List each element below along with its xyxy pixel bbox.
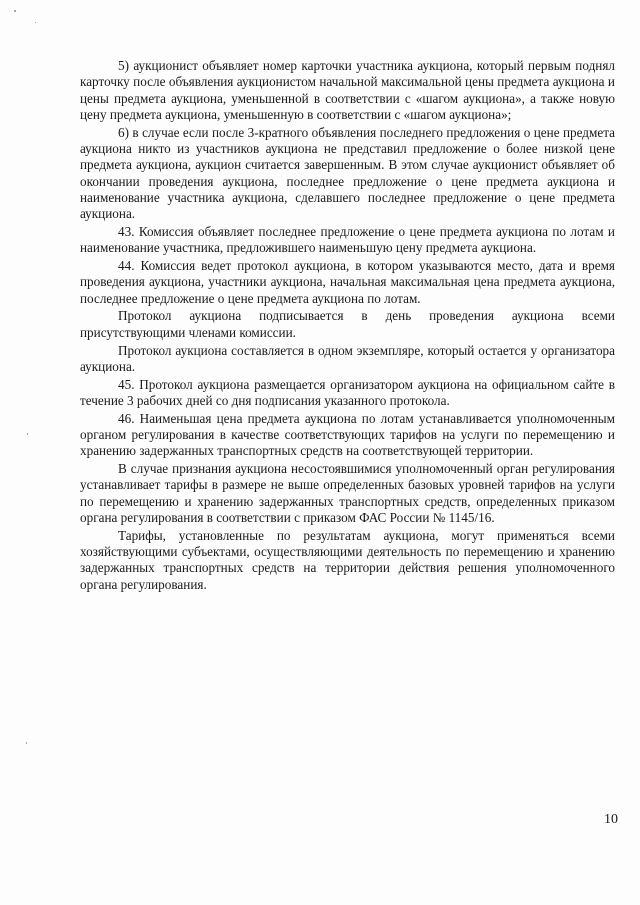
paragraph: 45. Протокол аукциона размещается организатором аукциона на официальном сайте в течение 3 рабочих дней со дня подписания указанного протокола. xyxy=(80,376,615,408)
scan-speck xyxy=(35,22,36,23)
page-number: 10 xyxy=(604,812,618,827)
paragraph: 44. Комиссия ведет протокол аукциона, в котором указываются место, дата и время проведения аукциона, участники аукциона, начальная максимальная цена предмета аукциона, последнее предложение о цене предмета аукциона по лотам. xyxy=(80,258,615,306)
paragraph: 5) аукционист объявляет номер карточки участника аукциона, который первым поднял карточку после объявления аукционистом начальной максимальной цены предмета аукциона и цены предмета аукциона, уменьшенной в соответствии с «шагом аукциона», а также новую цену предмета аукциона, уменьшенную в соответствии с «шагом аукциона»; xyxy=(80,58,615,122)
paragraph: 6) в случае если после 3-кратного объявления последнего предложения о цене предмета аукциона никто из участников аукциона не представил предложение о более низкой цене предмета аукциона, аукцион считается завершенным. В этом случае аукционист объявляет об окончании проведения аукциона, последнее предложение о цене предмета аукциона и наименование участника аукциона, сделавшего последнее предложение о цене предмета аукциона. xyxy=(80,124,615,222)
paragraph: В случае признания аукциона несостоявшимися уполномоченный орган регулирования устанавливает тарифы в размере не выше определенных базовых уровней тарифов на услуги по перемещению и хранению задержанных транспортных средств, определенных приказом органа регулирования в соответствии с приказом ФАС России № 1145/16. xyxy=(80,461,615,526)
paragraph: 43. Комиссия объявляет последнее предложение о цене предмета аукциона по лотам и наименование участника, предложившего наименьшую цену предмета аукциона. xyxy=(80,223,615,256)
paragraph: Протокол аукциона подписывается в день проведения аукциона всеми присутствующими членами комиссии. xyxy=(80,308,615,340)
scan-speck xyxy=(14,10,16,12)
paragraph: 46. Наименьшая цена предмета аукциона по лотам устанавливается уполномоченным органом регулирования в качестве соответствующих тарифов на услуги по перемещению и хранению задержанных транспортных средств на соответствующей территории. xyxy=(80,410,615,459)
paragraph: Протокол аукциона составляется в одном экземпляре, который остается у организатора аукциона. xyxy=(80,342,615,374)
document-body xyxy=(80,58,615,595)
scan-speck xyxy=(26,742,27,744)
scan-speck xyxy=(27,433,28,435)
paragraph: Тарифы, установленные по результатам аукциона, могут применяться всеми хозяйствующими субъектами, осуществляющими деятельность по перемещению и хранению задержанных транспортных средств на территории действия решения уполномоченного органа регулирования. xyxy=(80,527,615,592)
